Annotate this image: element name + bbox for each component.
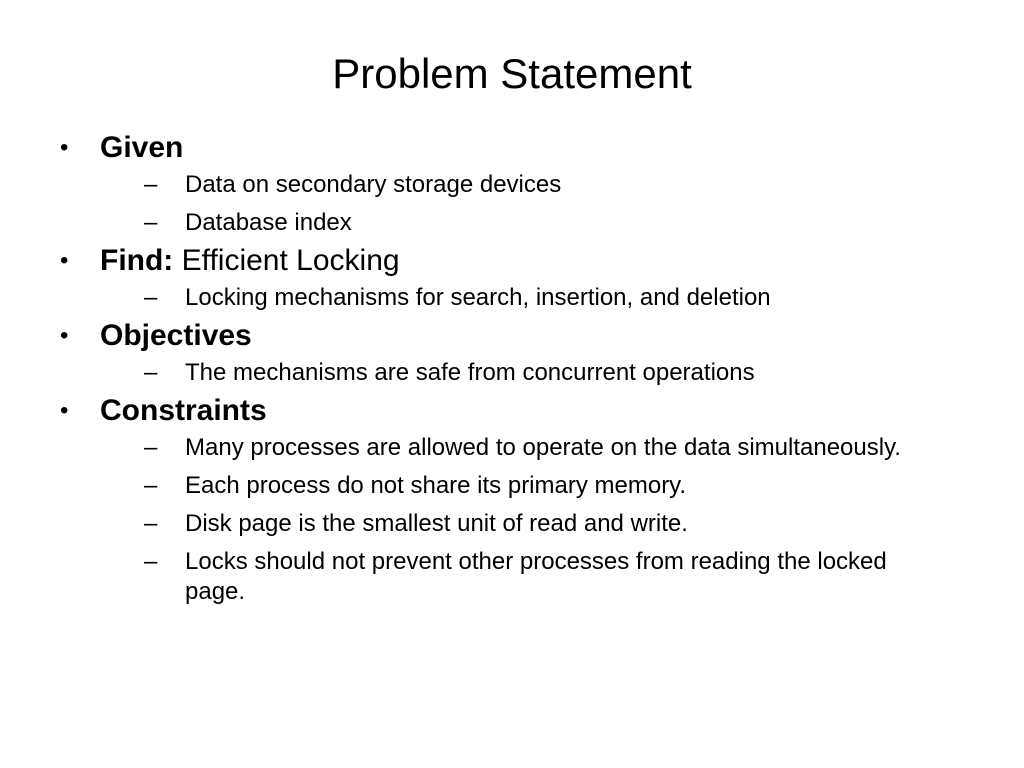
sub-item xyxy=(140,358,935,388)
sub-text: Locking mechanisms for search, insertion, and deletion xyxy=(185,284,771,311)
bullet-glyph: • xyxy=(60,247,69,274)
sub-text: Database index xyxy=(185,209,352,236)
sub-text: Locks should not prevent other processes from reading the locked page. xyxy=(185,548,887,605)
sub-item xyxy=(140,509,935,539)
sub-glyph: – xyxy=(144,171,158,198)
sub-list xyxy=(100,358,940,388)
bullet-label: Find: xyxy=(100,244,174,277)
bullet-given xyxy=(60,130,940,238)
sub-glyph: – xyxy=(144,284,158,311)
sub-glyph: – xyxy=(144,359,158,386)
sub-glyph: – xyxy=(144,510,158,537)
sub-list xyxy=(100,433,940,607)
bullet-text: Efficient Locking xyxy=(173,244,400,277)
bullet-glyph: • xyxy=(60,322,69,349)
sub-glyph: – xyxy=(144,209,158,236)
bullet-label: Constraints xyxy=(100,394,267,427)
bullet-glyph: • xyxy=(60,134,69,161)
sub-item xyxy=(140,433,935,463)
bullet-label: Given xyxy=(100,131,184,164)
sub-item xyxy=(140,471,935,501)
bullet-label: Objectives xyxy=(100,319,252,352)
bullet-list xyxy=(60,130,940,607)
sub-list xyxy=(100,170,940,238)
sub-text: The mechanisms are safe from concurrent operations xyxy=(185,359,755,386)
sub-text: Disk page is the smallest unit of read and write. xyxy=(185,510,688,537)
sub-item xyxy=(140,547,935,607)
sub-text: Many processes are allowed to operate on the data simultaneously. xyxy=(185,434,901,461)
bullet-constraints xyxy=(60,393,940,607)
sub-text: Data on secondary storage devices xyxy=(185,171,562,198)
sub-item xyxy=(140,208,935,238)
sub-list xyxy=(100,283,940,313)
sub-glyph: – xyxy=(144,548,158,575)
sub-text: Each process do not share its primary memory. xyxy=(185,472,687,499)
slide-title: Problem Statement xyxy=(332,50,692,97)
sub-item xyxy=(140,283,935,313)
bullet-glyph: • xyxy=(60,397,69,424)
sub-item xyxy=(140,170,935,200)
sub-glyph: – xyxy=(144,472,158,499)
bullet-find xyxy=(60,243,940,313)
bullet-objectives xyxy=(60,318,940,388)
sub-glyph: – xyxy=(144,434,158,461)
